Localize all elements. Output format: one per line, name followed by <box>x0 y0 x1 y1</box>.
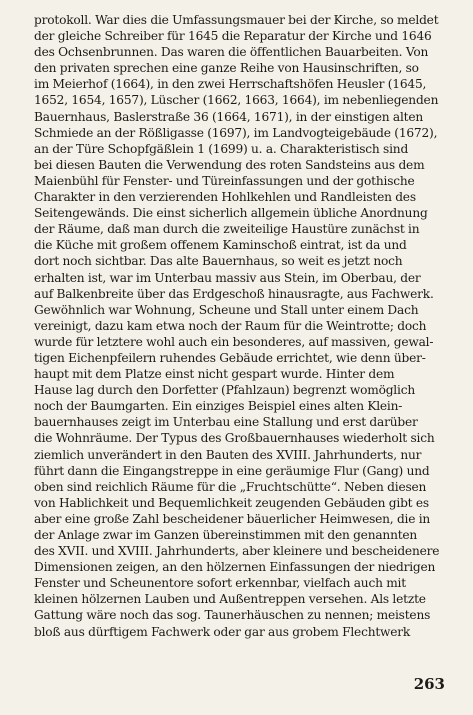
text-line: die Wohnräume. Der Typus des Großbauernhauses wiederholt sich <box>34 431 435 446</box>
text-line: Charakter in den verzierenden Hohlkehlen und Randleisten des <box>34 190 416 205</box>
text-line: Maienbühl für Fenster- und Türeinfassungen und der gothische <box>34 173 415 188</box>
text-line: im Meierhof (1664), in den zwei Herrschaftshöfen Heusler (1645, <box>34 77 427 92</box>
text-line: Fenster und Scheunentore sofort erkennbar, vielfach auch mit <box>34 576 406 591</box>
text-line: auf Balkenbreite über das Erdgeschoß hinausragte, aus Fachwerk. <box>34 286 434 301</box>
text-line: die Küche mit großem offenem Kaminschoß eintrat, ist da und <box>34 238 407 253</box>
text-line: Dimensionen zeigen, an den hölzernen Einfassungen der niedrigen <box>34 560 436 575</box>
text-line: der Räume, daß man durch die zweiteilige Haustüre zunächst in <box>34 222 420 237</box>
text-line: des XVII. und XVIII. Jahrhunderts, aber kleinere und bescheidenere <box>34 544 440 559</box>
text-line: den privaten sprechen eine ganze Reihe von Hausinschriften, so <box>34 61 419 76</box>
text-line: ziemlich unverändert in den Bauten des XVIII. Jahrhunderts, nur <box>34 447 422 462</box>
text-line: aber eine große Zahl bescheidener bäuerlicher Heimwesen, die in <box>34 511 431 526</box>
text-line: bei diesen Bauten die Verwendung des roten Sandsteins aus dem <box>34 157 425 172</box>
text-line: 1652, 1654, 1657), Lüscher (1662, 1663, 1664), im nebenliegenden <box>34 93 439 108</box>
text-line: führt dann die Eingangstreppe in eine geräumige Flur (Gang) und <box>34 463 430 478</box>
text-line: protokoll. War dies die Umfassungsmauer bei der Kirche, so meldet <box>34 13 439 27</box>
text-line: von Hablichkeit und Bequemlichkeit zeugenden Gebäuden gibt es <box>34 495 429 510</box>
text-line: erhalten ist, war im Unterbau massiv aus Stein, im Oberbau, der <box>34 270 421 285</box>
text-line: bloß aus dürftigem Fachwerk oder gar aus grobem Flechtwerk <box>34 624 411 639</box>
text-line: kleinen hölzernen Lauben und Außentreppen versehen. Als letzte <box>34 592 426 607</box>
text-line: wurde für letztere wohl auch ein besonderes, auf massiven, gewal- <box>34 334 434 349</box>
text-line: der Anlage zwar im Ganzen übereinstimmen mit den genannten <box>34 528 418 542</box>
text-line: oben sind reichlich Räume für die „Fruchtschütte“. Neben diesen <box>34 479 427 494</box>
text-line: bauernhauses zeigt im Unterbau eine Stallung und erst darüber <box>34 415 418 430</box>
text-line: Schmiede an der Rößligasse (1697), im Landvogteigebäude (1672), <box>34 125 438 140</box>
text-line: an der Türe Schopfgäßlein 1 (1699) u. a. Charakteristisch sind <box>34 141 409 156</box>
body-text <box>34 12 444 640</box>
text-line: haupt mit dem Platze einst nicht gespart wurde. Hinter dem <box>34 367 395 382</box>
text-line: noch der Baumgarten. Ein einziges Beispiel eines alten Klein- <box>34 399 403 414</box>
text-line: dort noch sichtbar. Das alte Bauernhaus, so weit es jetzt noch <box>34 254 403 269</box>
text-line: Hause lag durch den Dorfetter (Pfahlzaun) begrenzt womöglich <box>34 383 415 398</box>
page-number: 263 <box>413 675 445 693</box>
text-line: Gattung wäre noch das sog. Taunerhäuschen zu nennen; meistens <box>34 608 431 623</box>
text-line: Bauernhaus, Baslerstraße 36 (1664, 1671), in der einstigen alten <box>34 109 424 124</box>
text-line: der gleiche Schreiber für 1645 die Reparatur der Kirche und 1646 <box>34 29 432 44</box>
text-line: des Ochsenbrunnen. Das waren die öffentlichen Bauarbeiten. Von <box>34 45 429 60</box>
text-line: Gewöhnlich war Wohnung, Scheune und Stall unter einem Dach <box>34 302 419 317</box>
text-line: Seitengewänds. Die einst sicherlich allgemein übliche Anordnung <box>34 206 428 221</box>
text-line: vereinigt, dazu kam etwa noch der Raum für die Weintrotte; doch <box>34 318 427 333</box>
text-line: tigen Eichenpfeilern ruhendes Gebäude errichtet, wie denn über- <box>34 350 426 365</box>
